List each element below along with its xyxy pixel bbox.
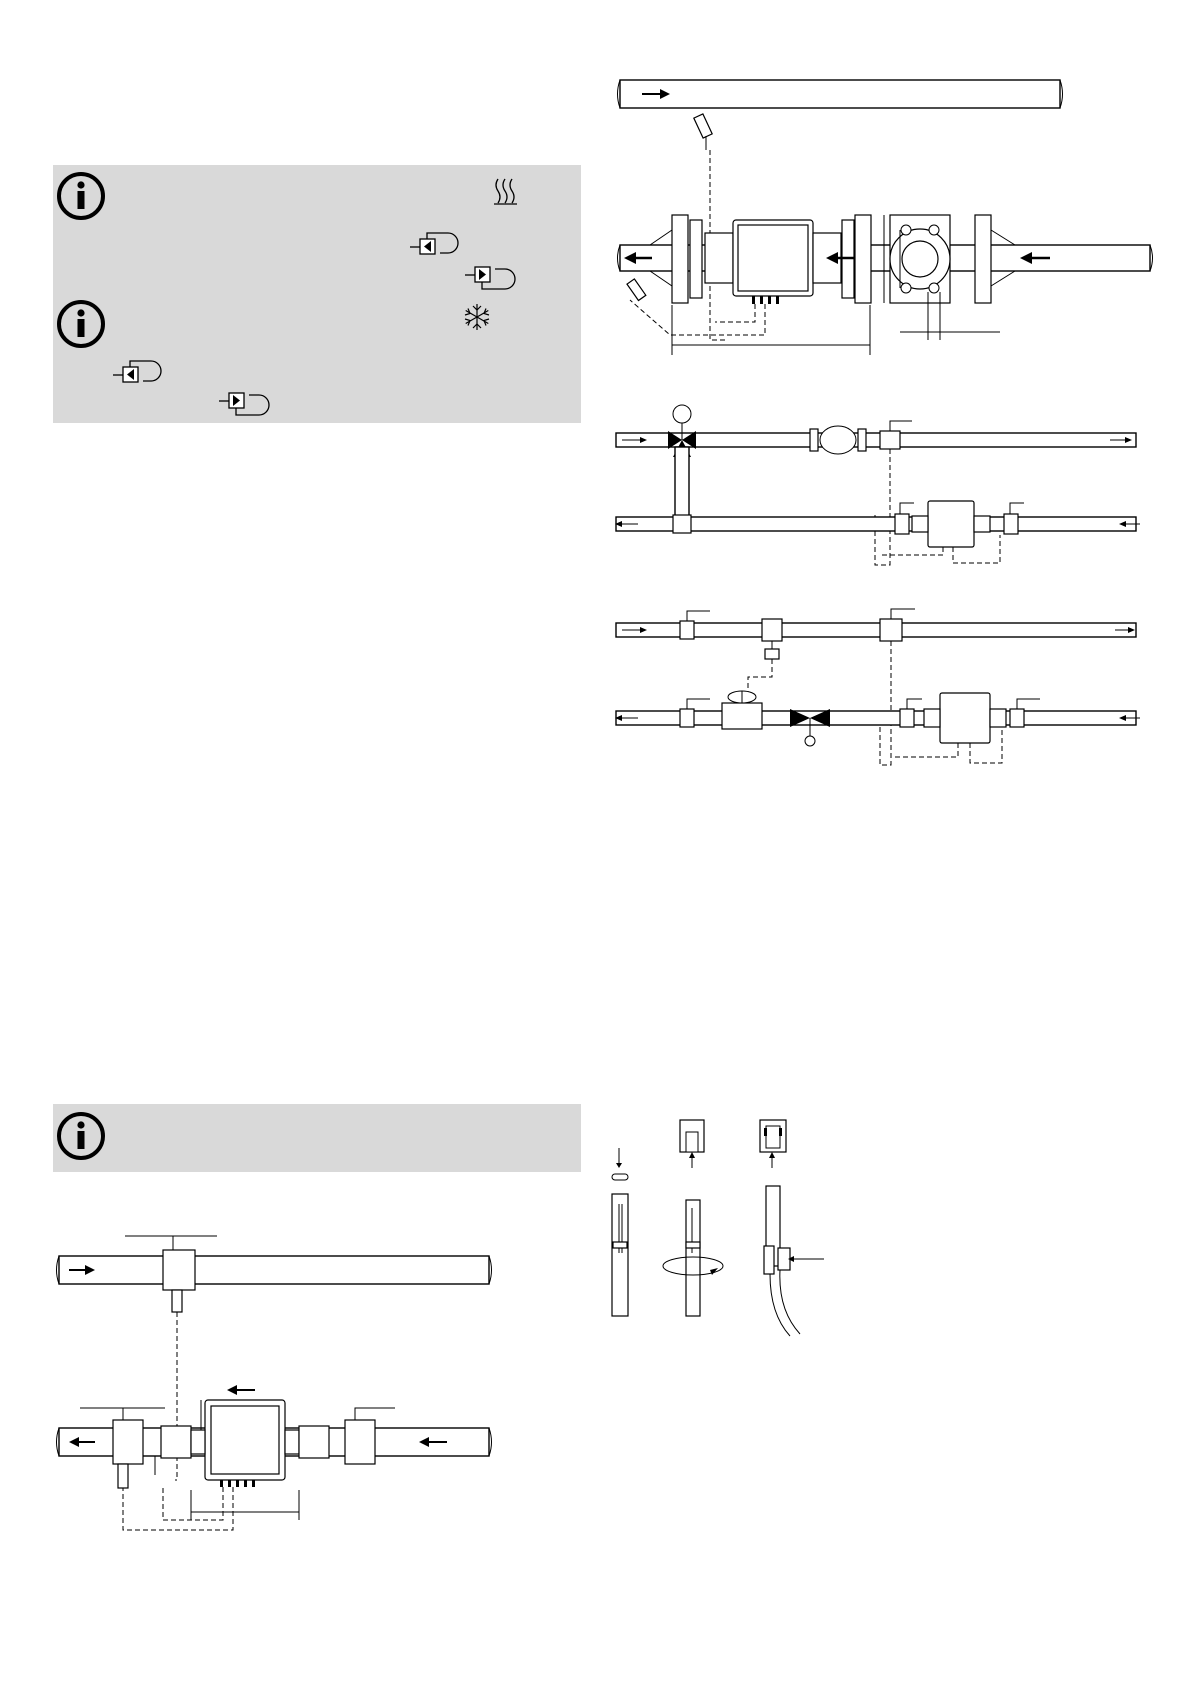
step-2-insert (663, 1120, 723, 1316)
info-icon (55, 170, 107, 222)
info-icon (55, 298, 107, 350)
return-flow-install-icon (113, 357, 163, 391)
forward-flow-install-icon (465, 259, 517, 293)
flange-end-view (890, 215, 950, 303)
info-box-note (53, 1104, 581, 1172)
step-3-screw (760, 1120, 824, 1336)
return-flow-install-icon (410, 229, 460, 263)
threaded-installation-drawing (55, 1230, 495, 1560)
sensor-mounting-steps (600, 1118, 860, 1338)
cooling-snowflake-icon (463, 303, 491, 331)
forward-flow-install-icon (219, 385, 271, 419)
step-1-oring (612, 1148, 628, 1316)
mixing-valve-circuit-diagram (610, 405, 1170, 575)
info-icon (55, 1110, 107, 1162)
heating-icon (493, 176, 519, 206)
injection-circuit-diagram (610, 605, 1170, 775)
flange-installation-drawing (610, 70, 1170, 390)
